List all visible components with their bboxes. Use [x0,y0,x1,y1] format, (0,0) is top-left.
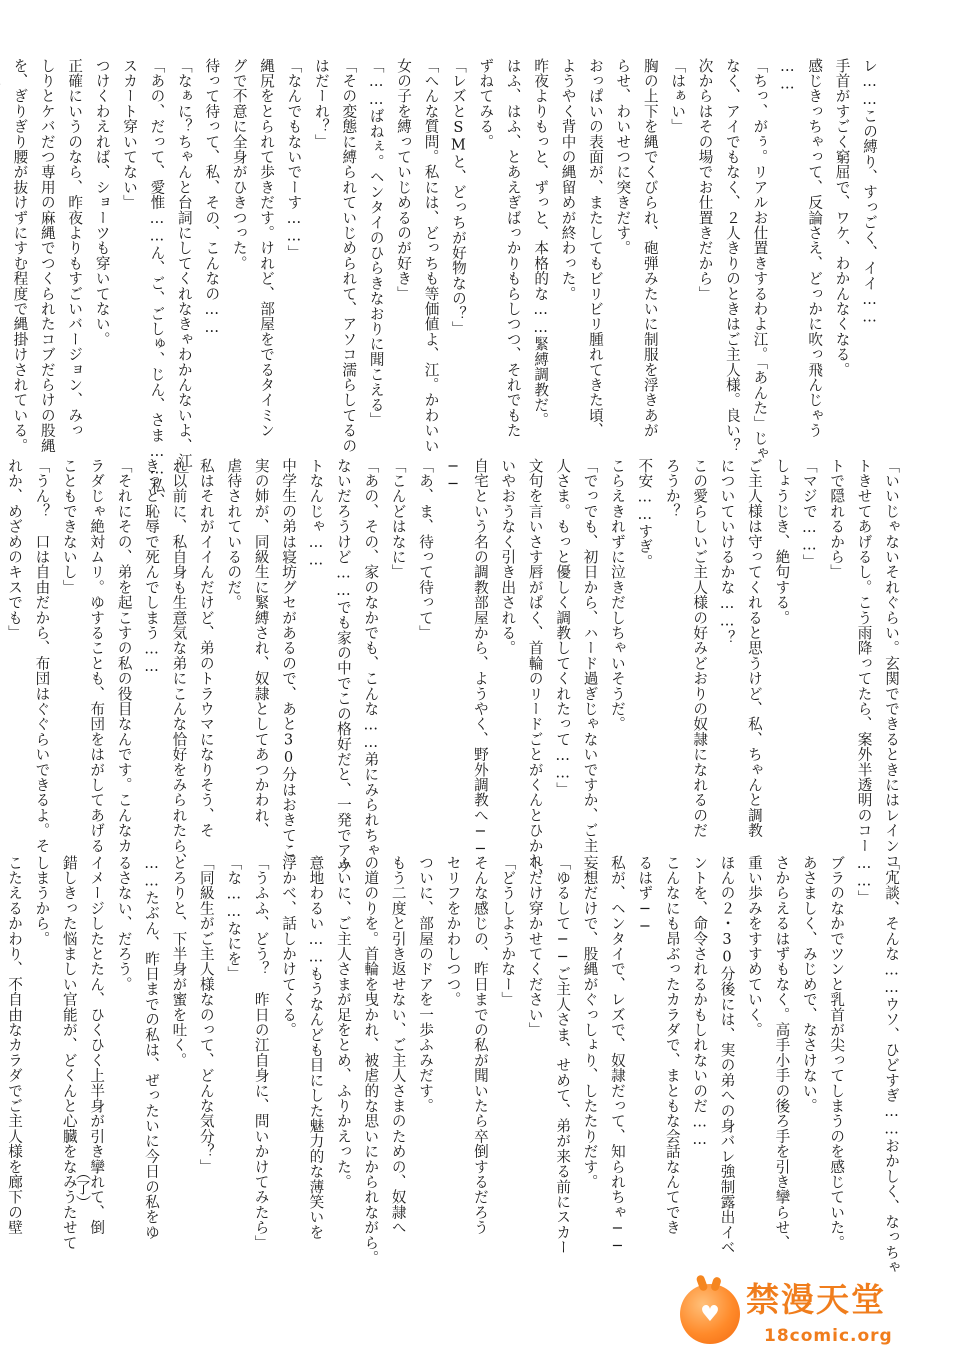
text-line: 女の子を縛っていじめるのが好き」 [395,58,413,302]
text-line: こらえきれずに泣きだしちゃいそうだ。 [608,458,626,732]
text-line: トで隠れるから」 [828,458,846,580]
text-line: 「な……なにを」 [225,855,243,982]
text-block-middle [6,458,905,884]
text-line: セリフをかわしつつ。 [444,855,462,1007]
text-line: 重い歩みをすすめていく。 [745,855,763,1038]
text-line: なく、アイでもなく、２人きりのときはご主人様。良い？ [723,58,741,454]
text-line: 中学生の弟は寝坊グセがあるので、あと30分はおきてこ [280,458,298,858]
text-line: ずねてみる。 [477,58,495,150]
end-mark: （了） [74,1165,92,1210]
text-line: の道のりを。首輪を曳かれ、被虐的な思いにかられながら。 [362,855,380,1266]
text-line: を、ぎりぎり腰が抜けずにすむ程度で縄掛けされている。 [11,58,29,454]
text-line: るさない、だろう。 [115,855,133,992]
text-line: 「うん？ 口は自由だから、布団はぐぐらいできるよ。そ [33,458,51,854]
text-line: 「なんでもないでーす……」 [285,58,303,261]
text-line: 「へんな質問。私には、どっちも等価値よ、江。かわいい [422,58,440,454]
text-line: ほんの２・30分後には、実の弟への身バレ強制露出イベ [718,855,736,1255]
text-line: こんなにも昂ぶったカラダで、まともな会話なんてでき [663,855,681,1235]
text-line: おっぱいの表面が、またしてもビリビリ腫れてきた頃、 [586,58,604,438]
text-line: きっと恥辱で死んでしまう…… [143,458,161,676]
text-line: そんな感じの、昨日までの私が聞いたら卒倒するだろう [471,855,489,1235]
text-line: 文句を言いさす唇がぱく、首輪のリードごとがくんとひかれ、 [526,458,544,884]
text-line: 私が、ヘンタイで、レズで、奴隷だって、知られちゃ── [608,855,626,1255]
text-line: 「うふふ、どう？ 昨日の江自身に、問いかけてみたら」 [252,855,270,1251]
text-line: 手首がすごく窮屈で、ワケ、わかんなくなる。 [833,58,851,378]
text-line: ついに、部屋のドアを一歩ふみだす。 [417,855,435,1114]
text-line: 「マジで……」 [800,458,818,570]
text-line: 虐待されているのだ。 [225,458,243,610]
text-line: 「こんどはなに」 [389,458,407,580]
text-line: 胸の上下を縄でくびられ、砲弾みたいに制服を浮きあが [641,58,659,438]
text-line: ブラのなかでツンと乳首が尖ってしまうのを感じていた。 [828,855,846,1251]
text-line: ご主人様は守ってくれると思うけど、私、ちゃんと調教 [745,458,763,838]
text-line: 自宅という名の調教部屋から、ようやく、野外調教へ── [471,458,489,858]
text-line: はふ、はふ、とあえぎばっかりもらしつつ、それでもた [504,58,522,438]
text-line: 「それにその、弟を起こすの私の役目なんです。こんなカ [115,458,133,854]
site-watermark-logo [676,1276,926,1352]
text-line: ── [444,458,462,494]
text-line: こともできないし」 [60,458,78,595]
text-line: グで不意に全身がひきつった。 [230,58,248,271]
text-line: 「冗談、そんな……ウソ、ひどすぎ……おかしく、なっちゃ [883,855,900,1275]
text-line: 「いいじゃないそれぐらい。玄関でできるときにはレインコー [883,458,900,884]
text-line [0,458,1,848]
text-line: ふいに、ご主人さまが足をとめ、ふりかえった。 [334,855,352,1190]
text-line: しりとケバだつ専用の麻縄でつくられたコブだらけの股縄 [38,58,56,454]
mascot-badge-icon [680,1284,740,1344]
text-line: 「なぁに？ちゃんと台詞にしてくれなきゃわかんないよ、江」 [175,58,193,484]
text-line: ろうか？ [663,458,681,519]
text-line: この愛らしいご主人様の好みどおりの奴隷になれるのだ [691,458,709,838]
text-line: いやおうなく引き出される。 [499,458,517,656]
text-line: についていけるかな……？ [718,458,736,646]
text-line: あさましく、みじめで、なさけない。 [800,855,818,1114]
heart-icon: ♥ [700,1302,720,1327]
text-line: とろりと、下半身が蜜を吐く。 [170,855,188,1068]
text-line: つけくわえれば、ショーツも穿いてない。 [93,58,111,347]
text-line: もう二度と引き返せない、ご主人さまのための、奴隷へ [389,855,407,1235]
text-line: …… [778,58,796,94]
watermark-brand-name: 禁漫天堂 [746,1280,886,1319]
text-line: ……」 [855,855,873,906]
text-line: 「はぁい」 [669,58,687,134]
text-line: 「でっでも、初日から、ハード過ぎじゃないですか、ご主 [581,458,599,854]
text-line: 昨夜よりもっと、ずっと、本格的な……緊縛調教だ。 [532,58,550,428]
text-line: レ……この縛り、すっごく、イイ…… [861,58,878,326]
text-line: 「あの、だって、愛惟……ん、ご、ごしゅ、じん、さま……私、 [148,58,166,509]
text-line: 待って待って、私、その、こんなの…… [203,58,221,337]
text-line: ラダじゃ絶対ムリ。ゆすることも、布団をはがしてあげる [88,458,106,854]
text-line: 妄想だけで、股縄がぐっしょり、したたりだす。 [581,855,599,1190]
text-line: 浮かべ、話しかけてくる。 [280,855,298,1038]
text-line: 私はそれがイイんだけど、弟のトラウマになりそう、そ [197,458,215,838]
text-line: しまうから。 [33,855,51,947]
text-line: ントを、命令されるかもしれないのだ…… [691,855,709,1149]
text-line: 「レズとSMと、どっちが好物なの？」 [449,58,467,337]
text-line: こたえるかわり、不自由なカラダでご主人様を廊下の壁 [6,855,23,1235]
text-line: 実の姉が、同級生に緊縛され、奴隷としてあつかわれ、 [252,458,270,838]
text-line: 「あの、その、家のなかでも、こんな……弟にみられちゃ [362,458,380,858]
watermark-url: 18comic.org [764,1326,893,1346]
text-line: 「同級生がご主人様なのって、どんな気分？」 [197,855,215,1175]
text-line: れ以前に、私自身も生意気な弟にこんな恰好をみられたら、 [170,458,188,869]
text-line: さからえるはずもなく。高手小手の後ろ手を引き攣らせ、 [773,855,791,1251]
text-line: トだけ穿かせてください」 [526,855,544,1038]
text-line: ようやく背中の縄留めが終わった。 [559,58,577,302]
text-line: るはず── [636,855,654,936]
text-line: 錯しきった悩ましい官能が、どくんと心臓をなみうたせて [60,855,78,1251]
text-line: イメージしたとたん、ひくひく上半身が引き攣れて、倒 [88,855,106,1235]
text-line: はだーれ？」 [312,58,330,150]
text-line: しょうじき、絶句する。 [773,458,791,626]
text-line: 縄尻をとられて歩きだす。けれど、部屋をでるタイミン [258,58,276,438]
text-line: 正確にいうのなら、昨夜よりもすごいバージョン、みっ [66,58,84,438]
text-line: ないだろうけど……でも家の中でこの格好だと、一発でアウ [334,458,352,874]
text-line: 意地わるい……もうなんども目にした魅力的な薄笑いを [307,855,325,1240]
text-line: れか、めざめのキスでも」 [6,458,23,641]
text-block-bottom [6,855,905,1275]
text-line: 不安……すぎ。 [636,458,654,570]
text-line: 「どうしようかなー」 [499,855,517,1007]
text-line: 「あ、ま、待って待って」 [417,458,435,641]
text-line: トなんじゃ…… [307,458,325,570]
text-line: 人さま。もっと優しく調教してくれたって……」 [554,458,572,798]
text-line: 「その変態に縛られていじめられて、アソコ濡らしてるの [340,58,358,454]
text-line: ……たぶん、昨日までの私は、ぜったいに今日の私をゆ [143,855,161,1240]
text-line: 次からはその場でお仕置きだから」 [696,58,714,302]
text-line: 「ちっ、がぅ。リアルお仕置きするわよ江。「あんた」じゃ [751,58,769,462]
text-line: トきせてあげるし。こう雨降ってたら、案外半透明のコー [855,458,873,854]
text-line: スカート穿いてない」 [121,58,139,210]
text-line: 感じきっちゃって、反論さえ、どっかに吹っ飛んじゃう [806,58,824,438]
text-line: 「ゆるして──ご主人さま、せめて、弟が来る前にスカー [554,855,572,1255]
text-line: らせ、わいせつに突きだす。 [614,58,632,256]
text-line: 「……ばねぇ。ヘンタイのひらきなおりに聞こえる」 [367,58,385,428]
